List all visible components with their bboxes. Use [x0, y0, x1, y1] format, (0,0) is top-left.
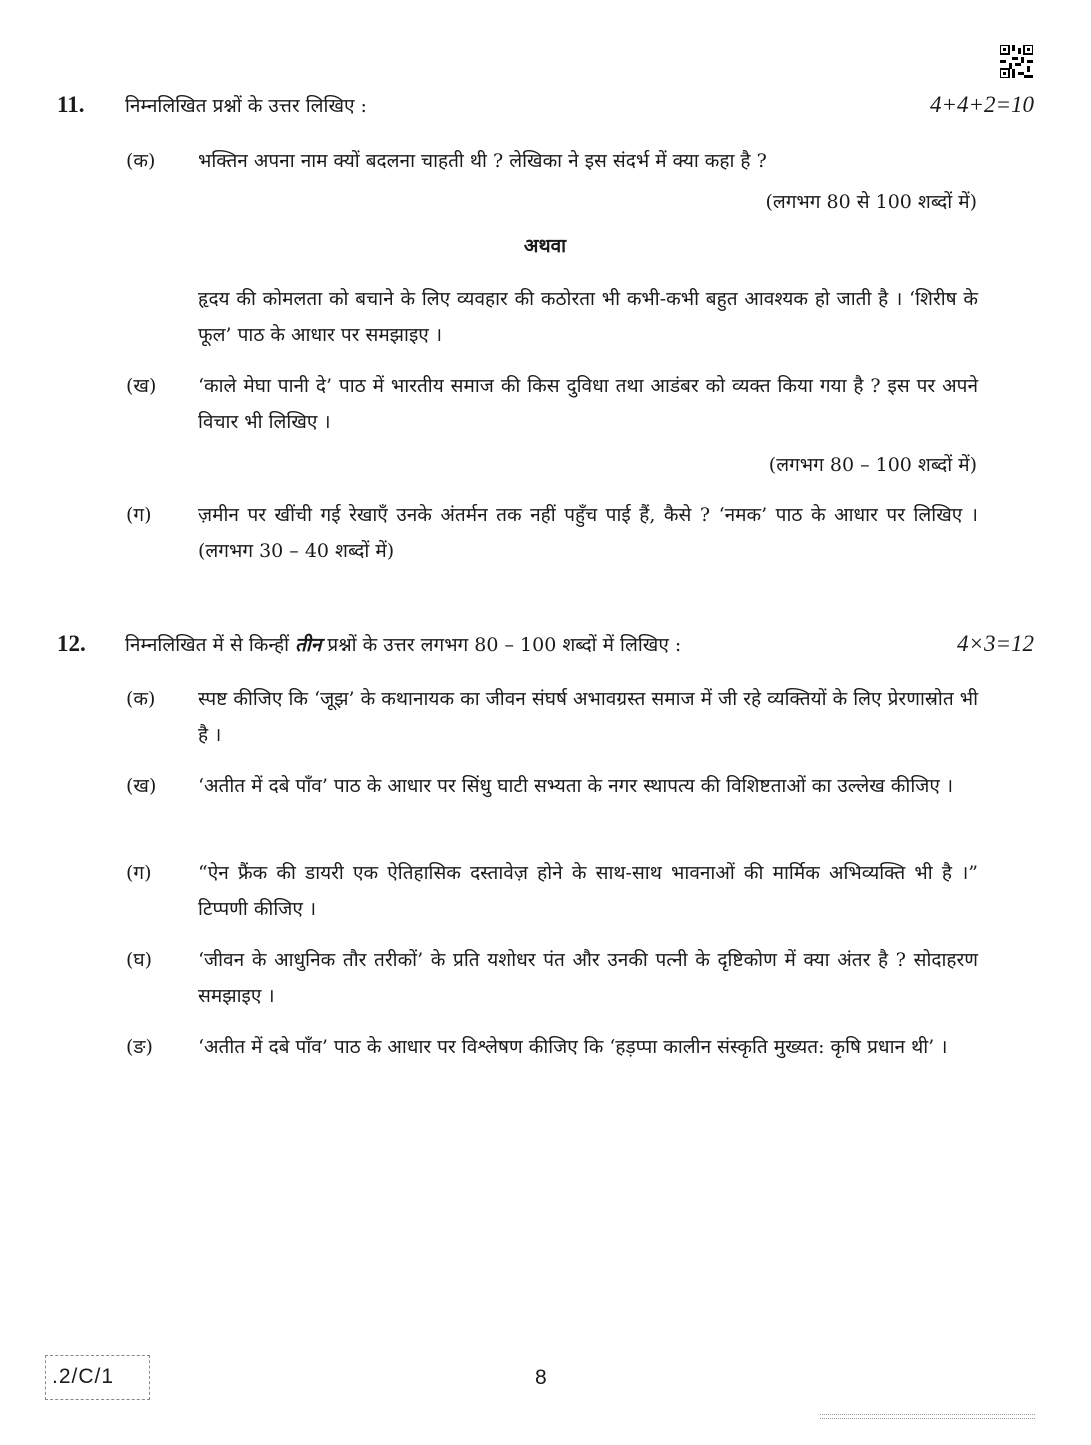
- paper-code: .2/C/1: [52, 1365, 115, 1388]
- question-12-part-gha-text: ‘जीवन के आधुनिक तौर तरीकों’ के प्रति यशोधर पंत और उनकी पत्नी के दृष्टिकोण में क्या अंतर है ? सोदाहरण समझाइए ।: [198, 949, 978, 1007]
- page-number: 8: [535, 1366, 547, 1389]
- question-12-stem-emphasis: तीन: [295, 634, 322, 656]
- question-11-part-ga-text: ज़मीन पर खींची गई रेखाएँ उनके अंतर्मन तक नहीं पहुँच पाई हैं, कैसे ? ‘नमक’ पाठ के आधार पर लिखिए । (लगभग 30 – 40 शब्दों में): [198, 504, 978, 562]
- question-11-part-kha-label: (ख): [126, 375, 157, 397]
- question-12-part-nga-text: ‘अतीत में दबे पाँव’ पाठ के आधार पर विश्लेषण कीजिए कि ‘हड़प्पा कालीन संस्कृति मुख्यत: कृषि प्रधान थी’ ।: [198, 1036, 948, 1058]
- question-11-part-ga-label: (ग): [126, 504, 152, 526]
- question-11-marks: 4+4+2=10: [929, 92, 1034, 117]
- question-11-part-ka-label: (क): [126, 150, 156, 172]
- question-11-or-separator: अथवा: [523, 235, 567, 257]
- qr-code-icon: [1000, 45, 1033, 78]
- question-12-stem-prefix: निम्नलिखित में से किन्हीं: [125, 634, 296, 656]
- question-12-part-nga-label: (ङ): [126, 1036, 153, 1058]
- question-12-stem: [125, 627, 681, 663]
- question-11-stem: निम्नलिखित प्रश्नों के उत्तर लिखिए :: [125, 95, 367, 117]
- question-12-part-gha-label: (घ): [126, 949, 153, 971]
- question-12-part-kha-text: ‘अतीत में दबे पाँव’ पाठ के आधार पर सिंधु घाटी सभ्यता के नगर स्थापत्य की विशिष्टताओं का उल्लेख कीजिए ।: [198, 775, 954, 797]
- footer-microtext-strip: [820, 1414, 1035, 1419]
- question-11-number: 11.: [57, 92, 85, 117]
- question-11-part-kha-word-limit: (लगभग 80 – 100 शब्दों में): [768, 454, 977, 476]
- question-12-part-ga-text: “ऐन फ्रैंक की डायरी एक ऐतिहासिक दस्तावेज़ होने के साथ-साथ भावनाओं की मार्मिक अभिव्यक्ति भी है ।” टिप्पणी कीजिए ।: [198, 862, 978, 920]
- question-11-part-ka-text: भक्तिन अपना नाम क्यों बदलना चाहती थी ? लेखिका ने इस संदर्भ में क्या कहा है ?: [198, 150, 767, 172]
- question-11-part-kha-text: ‘काले मेघा पानी दे’ पाठ में भारतीय समाज की किस दुविधा तथा आडंबर को व्यक्त किया गया है ? इस पर अपने विचार भी लिखिए ।: [198, 375, 978, 433]
- question-12-part-ka-text: स्पष्ट कीजिए कि ‘जूझ’ के कथानायक का जीवन संघर्ष अभावग्रस्त समाज में जी रहे व्यक्तियों के लिए प्रेरणास्रोत भी है ।: [198, 688, 978, 746]
- question-12-stem-suffix: प्रश्नों के उत्तर लगभग 80 – 100 शब्दों में लिखिए :: [321, 634, 682, 656]
- question-12-number: 12.: [57, 631, 86, 656]
- question-12-marks: 4×3=12: [956, 631, 1034, 656]
- question-11-part-ka-word-limit: (लगभग 80 से 100 शब्दों में): [765, 191, 977, 213]
- question-12-part-ga-label: (ग): [126, 862, 152, 884]
- question-12-part-kha-label: (ख): [126, 775, 157, 797]
- question-12-part-ka-label: (क): [126, 688, 156, 710]
- question-11-part-ka-alternative-text: हृदय की कोमलता को बचाने के लिए व्यवहार की कठोरता भी कभी-कभी बहुत आवश्यक हो जाती है । ‘शिरीष के फूल’ पाठ के आधार पर समझाइए ।: [198, 288, 978, 346]
